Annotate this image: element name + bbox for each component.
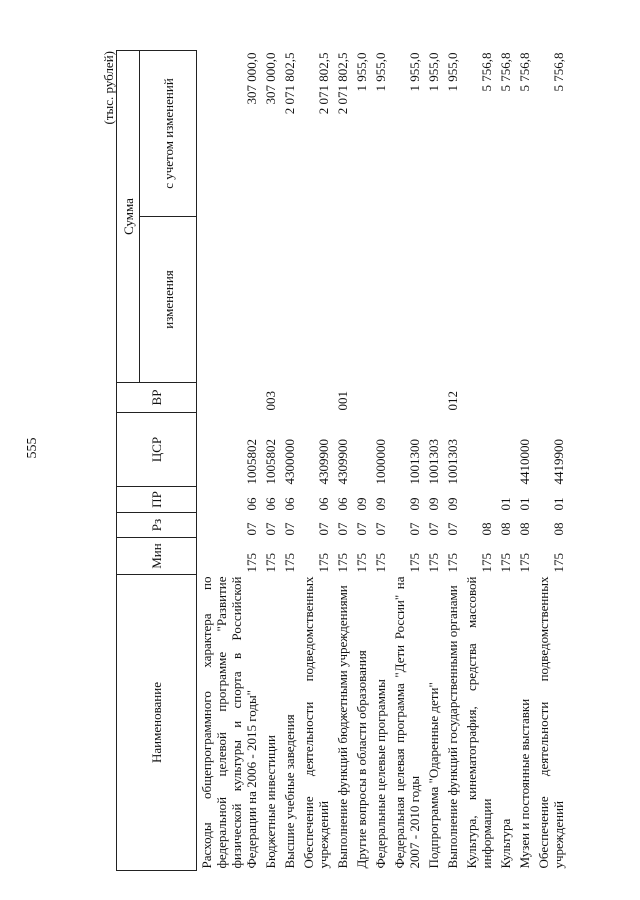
row-csr: 4410000 [517,439,532,485]
row-rz: 07 [426,522,441,536]
row-name: Обеспечение деятельности подведомственных учреждений [301,576,331,869]
table-row [515,51,534,871]
row-change [352,217,371,383]
row-rz: 07 [282,522,297,536]
row-pr [462,487,496,513]
row-csr [352,413,371,487]
row-total: 5 756,8 [517,52,532,92]
row-total: 1 955,0 [354,52,369,92]
header-sum: Сумма [117,51,140,383]
row-min: 175 [354,553,369,573]
row-pr: 09 [373,497,388,511]
table-row [333,51,352,871]
row-vr [515,383,534,413]
row-vr: 003 [263,391,278,411]
row-pr: 09 [445,497,460,511]
row-vr [496,383,515,413]
row-name: Федеральные целевые программы [373,679,388,869]
row-rz: 07 [316,522,331,536]
row-vr [352,383,371,413]
row-pr: 06 [244,497,259,511]
row-rz: 07 [354,522,369,536]
units-label: (тыс. рублей) [101,51,116,125]
row-total: 5 756,8 [479,52,494,92]
row-min: 175 [373,553,388,573]
budget-table [116,50,568,871]
row-change [443,217,462,383]
row-total: 2 071 802,5 [282,52,297,115]
row-min: 175 [551,553,566,573]
row-min: 175 [479,553,494,573]
row-min: 175 [263,553,278,573]
row-change [299,217,333,383]
row-rz: 07 [373,522,388,536]
table-row [496,51,515,871]
row-csr: 4309900 [335,439,350,485]
row-name: Подпрограмма "Одаренные дети" [426,682,441,869]
row-name: Музеи и постоянные выставки [517,698,532,869]
row-total: 2 071 802,5 [316,52,331,115]
row-csr: 1005802 [244,439,259,485]
row-pr: 09 [426,497,441,511]
row-change [534,217,568,383]
header-name: Наименование [117,575,197,871]
table-row [299,51,333,871]
row-csr: 1001303 [445,439,460,485]
row-vr [371,383,390,413]
row-vr: 012 [445,391,460,411]
table-row [371,51,390,871]
row-pr: 09 [407,497,422,511]
row-min: 175 [517,553,532,573]
page-number: 555 [25,437,40,459]
row-vr [390,383,424,413]
row-rz: 07 [263,522,278,536]
row-total: 307 000,0 [244,52,259,105]
row-name: Выполнение функций бюджетными учреждениями [335,585,350,869]
table-header [117,51,197,871]
header-change: изменения [140,217,197,383]
row-pr: 06 [282,497,297,511]
row-pr: 06 [263,497,278,511]
row-min: 175 [426,553,441,573]
row-change [197,217,262,383]
table-body [197,51,569,871]
row-vr [299,383,333,413]
row-min: 175 [498,553,513,573]
row-rz: 08 [498,522,513,536]
header-vr: ВР [117,383,197,413]
table-row [534,51,568,871]
row-csr: 4419900 [551,439,566,485]
row-total: 1 955,0 [445,52,460,92]
row-csr: 1005802 [263,439,278,485]
row-pr: 06 [316,497,331,511]
row-pr: 06 [335,497,350,511]
row-csr: 4300000 [282,439,297,485]
row-rz: 07 [335,522,350,536]
row-name: Бюджетные инвестиции [263,735,278,869]
row-total: 5 756,8 [498,52,513,92]
row-total: 1 955,0 [373,52,388,92]
row-pr: 01 [498,497,513,511]
row-change [515,217,534,383]
row-total: 2 071 802,5 [335,52,350,115]
table-row [424,51,443,871]
row-pr: 01 [551,497,566,511]
row-rz: 08 [479,522,494,536]
row-vr [280,383,299,413]
header-min: Мин [117,538,197,575]
table-row [261,51,280,871]
row-csr: 4309900 [316,439,331,485]
table-row [280,51,299,871]
header-pr: ПР [117,487,197,513]
table-row [462,51,496,871]
row-name: Культура [498,818,513,869]
row-change [333,217,352,383]
row-change [462,217,496,383]
row-vr [197,383,262,413]
row-name: Культура, кинематография, средства массовой информации [464,576,494,869]
row-min: 175 [244,553,259,573]
row-total: 307 000,0 [263,52,278,105]
row-rz: 08 [551,522,566,536]
row-csr: 1001300 [407,439,422,485]
row-rz: 07 [244,522,259,536]
header-with-change: с учетом изменений [140,51,197,217]
row-change [280,217,299,383]
row-pr: 01 [517,497,532,511]
row-name: Обеспечение деятельности подведомственных учреждений [536,576,566,869]
rotated-page-content [98,51,598,871]
row-min: 175 [407,553,422,573]
row-change [371,217,390,383]
row-total: 5 756,8 [551,52,566,92]
row-min: 175 [282,553,297,573]
row-vr [462,383,496,413]
row-name: Высшие учебные заведения [282,714,297,869]
row-csr [496,413,515,487]
row-pr: 09 [354,497,369,511]
row-csr: 1000000 [373,439,388,485]
table-row [390,51,424,871]
row-name: Выполнение функций государственными органами [445,585,460,869]
row-change [424,217,443,383]
row-name: Федеральная целевая программа "Дети России" на 2007 - 2010 годы [392,576,422,869]
row-total: 1 955,0 [407,52,422,92]
row-csr: 1001303 [426,439,441,485]
row-min: 175 [335,553,350,573]
table-row [443,51,462,871]
row-vr: 001 [335,391,350,411]
header-csr: ЦСР [117,413,197,487]
table-row [352,51,371,871]
row-change [496,217,515,383]
header-rz: Рз [117,513,197,538]
table-row [197,51,262,871]
row-change [261,217,280,383]
row-rz: 07 [407,522,422,536]
row-min: 175 [445,553,460,573]
row-rz: 07 [445,522,460,536]
row-vr [424,383,443,413]
row-change [390,217,424,383]
row-vr [534,383,568,413]
row-name: Расходы общепрограммного характера по федеральной целевой программе "Развитие физической культуры и спорта в Российской Федерации на 2006 - 2015 годы" [199,576,259,869]
row-name: Другие вопросы в области образования [354,650,369,869]
row-total: 1 955,0 [426,52,441,92]
row-min: 175 [316,553,331,573]
row-csr [462,413,496,487]
row-rz: 08 [517,522,532,536]
